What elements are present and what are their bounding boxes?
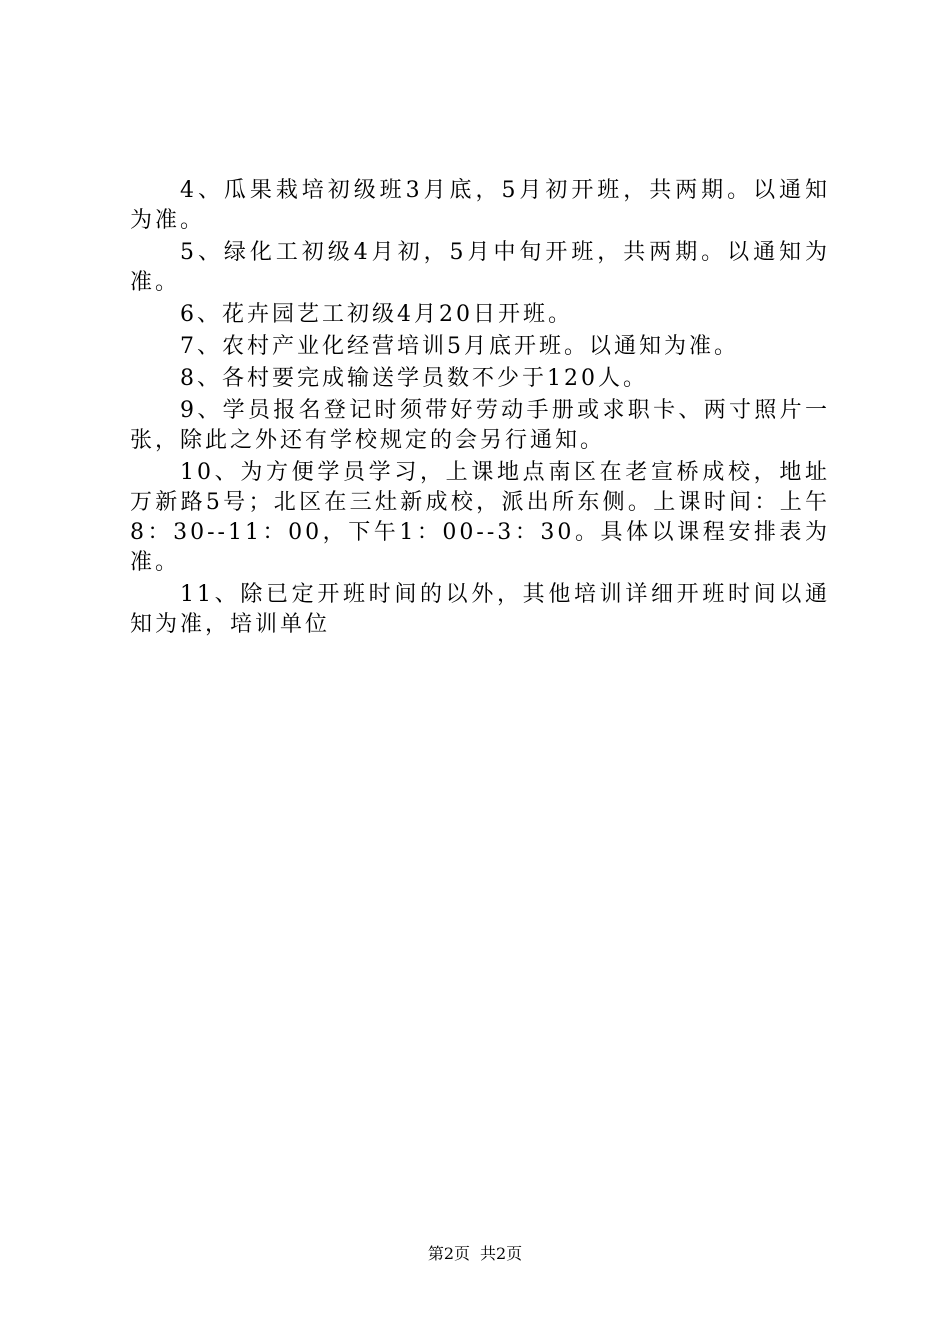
paragraph-item-4: 4、瓜果栽培初级班3月底，5月初开班，共两期。以通知为准。: [130, 178, 830, 233]
paragraph-item-8: 8、各村要完成输送学员数不少于120人。: [180, 366, 648, 391]
page-number-current: 第2页: [427, 1244, 470, 1263]
paragraph-item-6: 6、花卉园艺工初级4月20日开班。: [180, 302, 573, 327]
paragraph-item-7: 7、农村产业化经营培训5月底开班。以通知为准。: [180, 334, 739, 359]
document-body: [130, 176, 830, 642]
paragraph-item-11: 11、除已定开班时间的以外，其他培训详细开班时间以通知为准，培训单位: [130, 582, 830, 637]
page-footer: [0, 1244, 950, 1264]
paragraph-item-9: 9、学员报名登记时须带好劳动手册或求职卡、两寸照片一张，除此之外还有学校规定的会另行通知。: [130, 398, 830, 453]
page-number-total: 共2页: [480, 1244, 523, 1263]
paragraph-item-5: 5、绿化工初级4月初，5月中旬开班，共两期。以通知为准。: [130, 240, 830, 295]
paragraph-item-10: 10、为方便学员学习，上课地点南区在老宣桥成校，地址万新路5号；北区在三灶新成校，派出所东侧。上课时间：上午8：30--11：00，下午1：00--3：30。具体以课程安排表为准。: [130, 460, 830, 575]
